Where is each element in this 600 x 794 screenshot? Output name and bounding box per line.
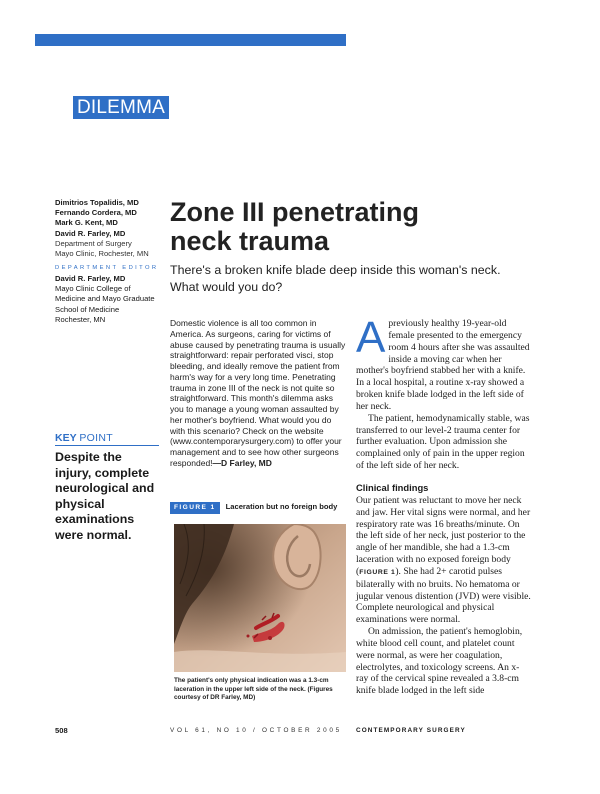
neck-laceration-photo xyxy=(174,524,346,672)
author-name: Dimitrios Topalidis, MD xyxy=(55,198,139,207)
key-label-key: KEY xyxy=(55,432,77,444)
editor-affiliation: Rochester, MN xyxy=(55,314,106,324)
body-paragraph xyxy=(356,313,531,413)
article-body xyxy=(356,313,531,697)
author-affiliation: Department of Surgery xyxy=(55,238,132,248)
issue-info: VOL 61, NO 10 / OCTOBER 2005 xyxy=(170,727,342,734)
body-text: ). She had 2+ carotid pulses bilaterally with no bruits. No hematoma or jugular venous distention (JVD) were visible. Complete neurological and physical examinations were normal. xyxy=(356,565,531,626)
intro-paragraph xyxy=(170,318,346,469)
section-heading: Clinical findings xyxy=(356,481,429,493)
department-editor-label: DEPARTMENT EDITOR xyxy=(55,265,159,271)
drop-cap: A xyxy=(356,313,386,362)
figure-caption: The patient's only physical indication was a 1.3-cm laceration in the upper left side of the neck. (Figures courtesy of DR Farley, MD) xyxy=(174,677,333,702)
body-paragraph: The patient, hemodynamically stable, was transferred to our level-2 trauma center for further evaluation. Upon admission she complained only of pain in the upper region of the left side of her neck. xyxy=(356,412,530,472)
author-block xyxy=(55,198,165,259)
body-text: Our patient was reluctant to move her neck and jaw. Her vital signs were normal, and her respiratory rate was 16 breaths/minute. On the left side of her neck, just posterior to the angle of her mandible, she had a 1.3-cm laceration with no exposed foreign body ( xyxy=(356,494,531,577)
top-accent-bar xyxy=(35,34,346,46)
intro-text: Domestic violence is all too common in America. As surgeons, caring for victims of abuse caused by penetrating trauma is usually straightforward: repair perforated visci, stop bleeding, and ideally remove the patient from harm's way for a very long time. Penetrating trauma in zone III of the neck is not quite so straightforward. This month's dilemma asks you to manage a young woman assaulted by her mother's boyfriend. What would you do with this scenario? Check on the website (www.contemporarysurgery.com) to offer your management and to see how other surgeons responded! xyxy=(170,318,346,468)
figure-header xyxy=(170,501,356,513)
key-label-point: POINT xyxy=(79,432,113,444)
key-point-text: Despite the injury, complete neurological and physical examinations were normal. xyxy=(55,450,155,542)
page-number: 508 xyxy=(55,726,68,735)
title-line: neck trauma xyxy=(170,226,330,256)
section-tag: DILEMMA xyxy=(73,96,169,119)
title-line: Zone III penetrating xyxy=(170,197,420,227)
figure-reference: FIGURE 1 xyxy=(359,568,396,576)
author-name: Mark G. Kent, MD xyxy=(55,218,118,228)
photo-illustration xyxy=(174,524,346,672)
body-paragraph: On admission, the patient's hemoglobin, white blood cell count, and platelet count were normal, as were her coagulation, electrolytes, and toxicology screens. An x-ray of the cervical spine revealed a 3.8-cm knife blade lodged in the left side xyxy=(356,626,523,697)
intro-signature: —D Farley, MD xyxy=(212,457,272,468)
editor-affiliation: Mayo Clinic College of xyxy=(55,284,131,294)
author-name: David R. Farley, MD xyxy=(55,228,126,238)
article-subtitle: There's a broken knife blade deep inside this woman's neck. What would you do? xyxy=(170,263,501,294)
editor-affiliation: Medicine and Mayo Graduate xyxy=(55,294,155,304)
body-paragraph xyxy=(356,495,531,626)
editor-affiliation: School of Medicine xyxy=(55,304,120,314)
figure-title: Laceration but no foreign body xyxy=(225,502,338,511)
article-title xyxy=(170,198,500,256)
author-affiliation: Mayo Clinic, Rochester, MN xyxy=(55,249,149,259)
department-editor-block xyxy=(55,274,165,325)
editor-name: David R. Farley, MD xyxy=(55,274,126,283)
key-point-box xyxy=(55,432,159,544)
journal-name: CONTEMPORARY SURGERY xyxy=(356,727,466,734)
figure-tag: FIGURE 1 xyxy=(170,502,220,514)
body-text: previously healthy 19-year-old female presented to the emergency room 4 hours after she was assaulted inside a moving car when her mother's boyfriend stabbed her with a knife. In a local hospital, a routine x-ray showed a broken knife blade lodged in the left side of her neck. xyxy=(356,318,530,412)
author-name: Fernando Cordera, MD xyxy=(55,208,137,218)
key-point-label xyxy=(55,432,159,446)
